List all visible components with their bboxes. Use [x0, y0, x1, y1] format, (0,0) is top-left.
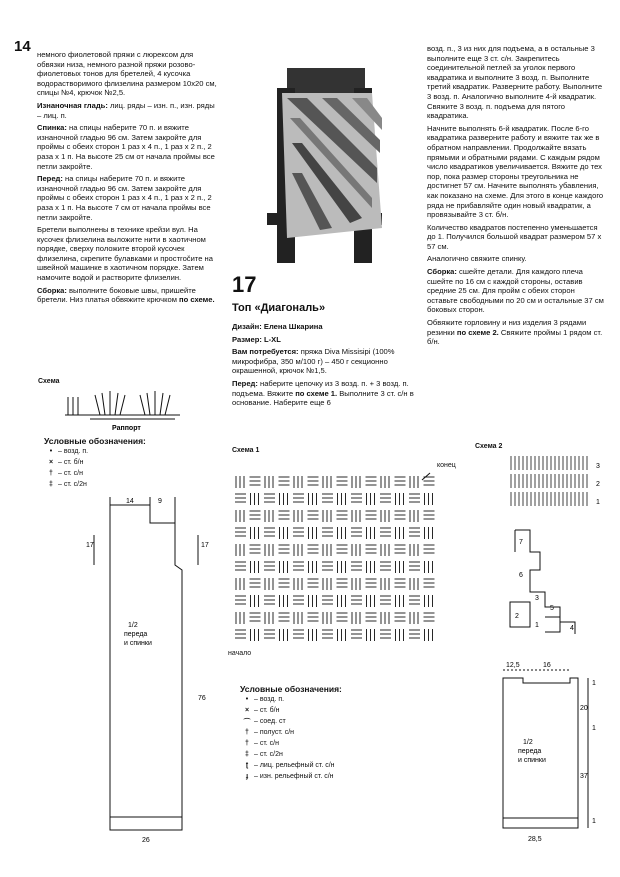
chair-top-illustration	[232, 58, 416, 268]
square-1: 1	[535, 622, 539, 629]
model-text-column	[232, 322, 418, 411]
left-dim-height: 76	[198, 695, 206, 702]
scheme1-end-label: конец	[437, 462, 456, 469]
right-dim-r3: 1	[592, 725, 596, 732]
right-dim-r1: 1	[592, 680, 596, 687]
rapport-label: Раппорт	[112, 425, 141, 432]
left-text-column	[37, 50, 217, 308]
squares-diagram	[505, 522, 605, 637]
scheme2-diagram	[508, 448, 608, 513]
right-dim-top1: 12,5	[506, 662, 520, 669]
right-paragraph-4: Аналогично свяжите спинку.	[427, 254, 527, 264]
left-half-label2: переда	[124, 631, 148, 638]
materials-line: Вам потребуется: пряжа Diva Missisipi (100% микрофибра, 350 м/100 г) – 450 г секционно окрашенной, крючок №1,5.	[232, 347, 395, 376]
designer-line: Дизайн: Елена Шкарина	[232, 322, 323, 331]
right-dim-top2: 16	[543, 662, 551, 669]
right-paragraph-1: возд. п., 3 из них для подъема, а в остальные 3 выполните еще 3 ст. с/н. Закрепитесь соединительной петлей за уголок первого квадратика и выполните 3 возд. п. Выполните третий квадратик. Разверните работу. Выполните 3 возд. п. Аналогично выполните 4-й квадратик. Свяжите 3 возд. п. подъема для пятого квадратика.	[427, 44, 603, 121]
legend-row: † – полуст. с/н	[245, 729, 295, 736]
scheme2-row1: 1	[596, 499, 600, 506]
square-7: 7	[519, 539, 523, 546]
scheme1-label: Схема 1	[232, 447, 260, 454]
legend-row: ‡ – ст. с/2н	[245, 751, 283, 758]
square-2: 2	[515, 613, 519, 620]
left-half-label3: и спинки	[124, 640, 152, 647]
left-dim-bottom: 26	[142, 837, 150, 844]
right-half-label3: и спинки	[518, 757, 546, 764]
purl-stitch-paragraph: Изнаночная гладь: лиц. ряды – изн. п., изн. ряды – лиц. п.	[37, 100, 215, 120]
small-scheme-label: Схема	[38, 378, 60, 385]
small-scheme-diagram	[60, 385, 190, 433]
straps-paragraph: Бретели выполнены в технике крейзи вул. На кусочек флизелина выложите нити в хаотичном порядке, сверху положите второй кусочек флизелина, скрепите булавками и простročите на швейной машинке в хаотичном порядке. Затем намочите водой и растворите флизелин.	[37, 225, 213, 283]
legend-row: × – ст. б/н	[48, 459, 84, 466]
scheme2-row2: 2	[596, 481, 600, 488]
product-photo	[232, 58, 416, 268]
scheme2-label: Схема 2	[475, 443, 503, 450]
right-legend	[240, 684, 430, 782]
scheme1-diagram	[232, 468, 442, 648]
front-instructions: Перед: наберите цепочку из 3 возд. п. + 3 возд. п. подъема. Вяжите по схеме 1. Выполните 3 ст. с/н в основание. Наберите еще 6	[232, 378, 414, 408]
left-half-label: 1/2	[128, 622, 138, 629]
right-pattern-diagram	[488, 658, 613, 853]
right-assembly-paragraph: Сборка: сшейте детали. Для каждого плеча сшейте по 16 см с каждой стороны, оставив средние 25 см. Для пройм с обеих сторон оставьте свободными по 20 см и остальные 37 см боковых сторон.	[427, 267, 604, 315]
front-paragraph: Перед: на спицы наберите 70 п. и вяжите изнаночной гладью 96 см. Затем закройте для проймы с обеих сторон 1 раз x 4 п., 1 раз x 2 п., 2 раза x 1 п. На высоте 7 см от начала проймы все петли закройте.	[37, 174, 212, 222]
square-5: 5	[550, 605, 554, 612]
right-text-column	[427, 44, 607, 350]
legend-row: • – возд. п.	[245, 696, 285, 703]
legend-row: ‡ – ст. с/2н	[49, 481, 87, 488]
right-paragraph-6: Обвяжите горловину и низ изделия 3 рядами резинки по схеме 2. Свяжите проймы 1 рядом ст. б/н.	[427, 318, 603, 347]
square-3: 3	[535, 595, 539, 602]
materials-paragraph: немного фиолетовой пряжи с люрексом для обвязки низа, немного разной пряжи розово-фиолетовых тонов для бретелей, 4 кусочка водорастворимого флизелина размером 10x20 см, спицы №4, крючок №2,5.	[37, 50, 217, 98]
right-paragraph-3: Количество квадратов постепенно уменьшается до 1. Получился большой квадрат размером 57 x 57 см.	[427, 222, 602, 251]
right-dim-r4: 37	[580, 773, 588, 780]
left-legend	[44, 436, 204, 490]
left-dim-top2: 9	[158, 498, 162, 505]
legend-row: ɟ – изн. рельефный ст. с/н	[245, 773, 334, 780]
model-title: Топ «Диагональ»	[232, 302, 326, 314]
right-dim-r5: 1	[592, 818, 596, 825]
legend-row: † – ст. с/н	[49, 470, 83, 477]
right-half-label: 1/2	[523, 739, 533, 746]
legend-row: × – ст. б/н	[244, 707, 280, 714]
legend-row: † – ст. с/н	[245, 740, 279, 747]
right-legend-title: Условные обозначения:	[240, 684, 342, 694]
left-dim-side-right: 17	[201, 542, 209, 549]
right-paragraph-2: Начните выполнять 6-й квадратик. После 6-го квадратика разверните работу и вяжите так же в обратном направлении. Продолжайте вязать прямыми и обратными рядами. С каждым рядом число квадратиков увеличивается. Вяжите до тех пор, пока размер стороны треугольника не достигнет 57 см. Начните выполнять убавления, как показано на схеме. Для этого в конце каждого ряда не прибавляйте один новый квадратик, а провязывайте 3 ст. б/н.	[427, 123, 604, 220]
left-legend-title: Условные обозначения:	[44, 436, 146, 446]
model-number: 17	[232, 272, 257, 297]
square-4: 4	[570, 625, 574, 632]
scheme1-start-label: начало	[228, 650, 252, 657]
end-arrow	[422, 473, 430, 480]
left-pattern-diagram	[80, 495, 225, 845]
assembly-paragraph: Сборка: выполните боковые швы, пришейте бретели. Низ платья обвяжите крючком по схеме.	[37, 285, 215, 305]
right-dim-r2: 20	[580, 705, 588, 712]
right-dim-bottom: 28,5	[528, 836, 542, 843]
square-6: 6	[519, 572, 523, 579]
legend-row: ʈ – лиц. рельефный ст. с/н	[245, 762, 335, 769]
left-dim-side-left: 17	[86, 542, 94, 549]
legend-row: • – возд. п.	[49, 448, 89, 455]
back-paragraph: Спинка: на спицы наберите 70 п. и вяжите изнаночной гладью 96 см. Затем закройте для проймы с обеих сторон 1 раз x 4 п., 1 раз x 2 п., 2 раза x 1 п. На высоте 25 см от начала проймы все петли закройте.	[37, 123, 215, 171]
scheme2-row3: 3	[596, 463, 600, 470]
right-half-label2: переда	[518, 748, 542, 755]
size-line: Размер: L-XL	[232, 334, 281, 344]
left-dim-top1: 14	[126, 498, 134, 505]
page-number: 14	[14, 38, 31, 55]
legend-row: ⌒ – соед. ст	[243, 718, 286, 726]
